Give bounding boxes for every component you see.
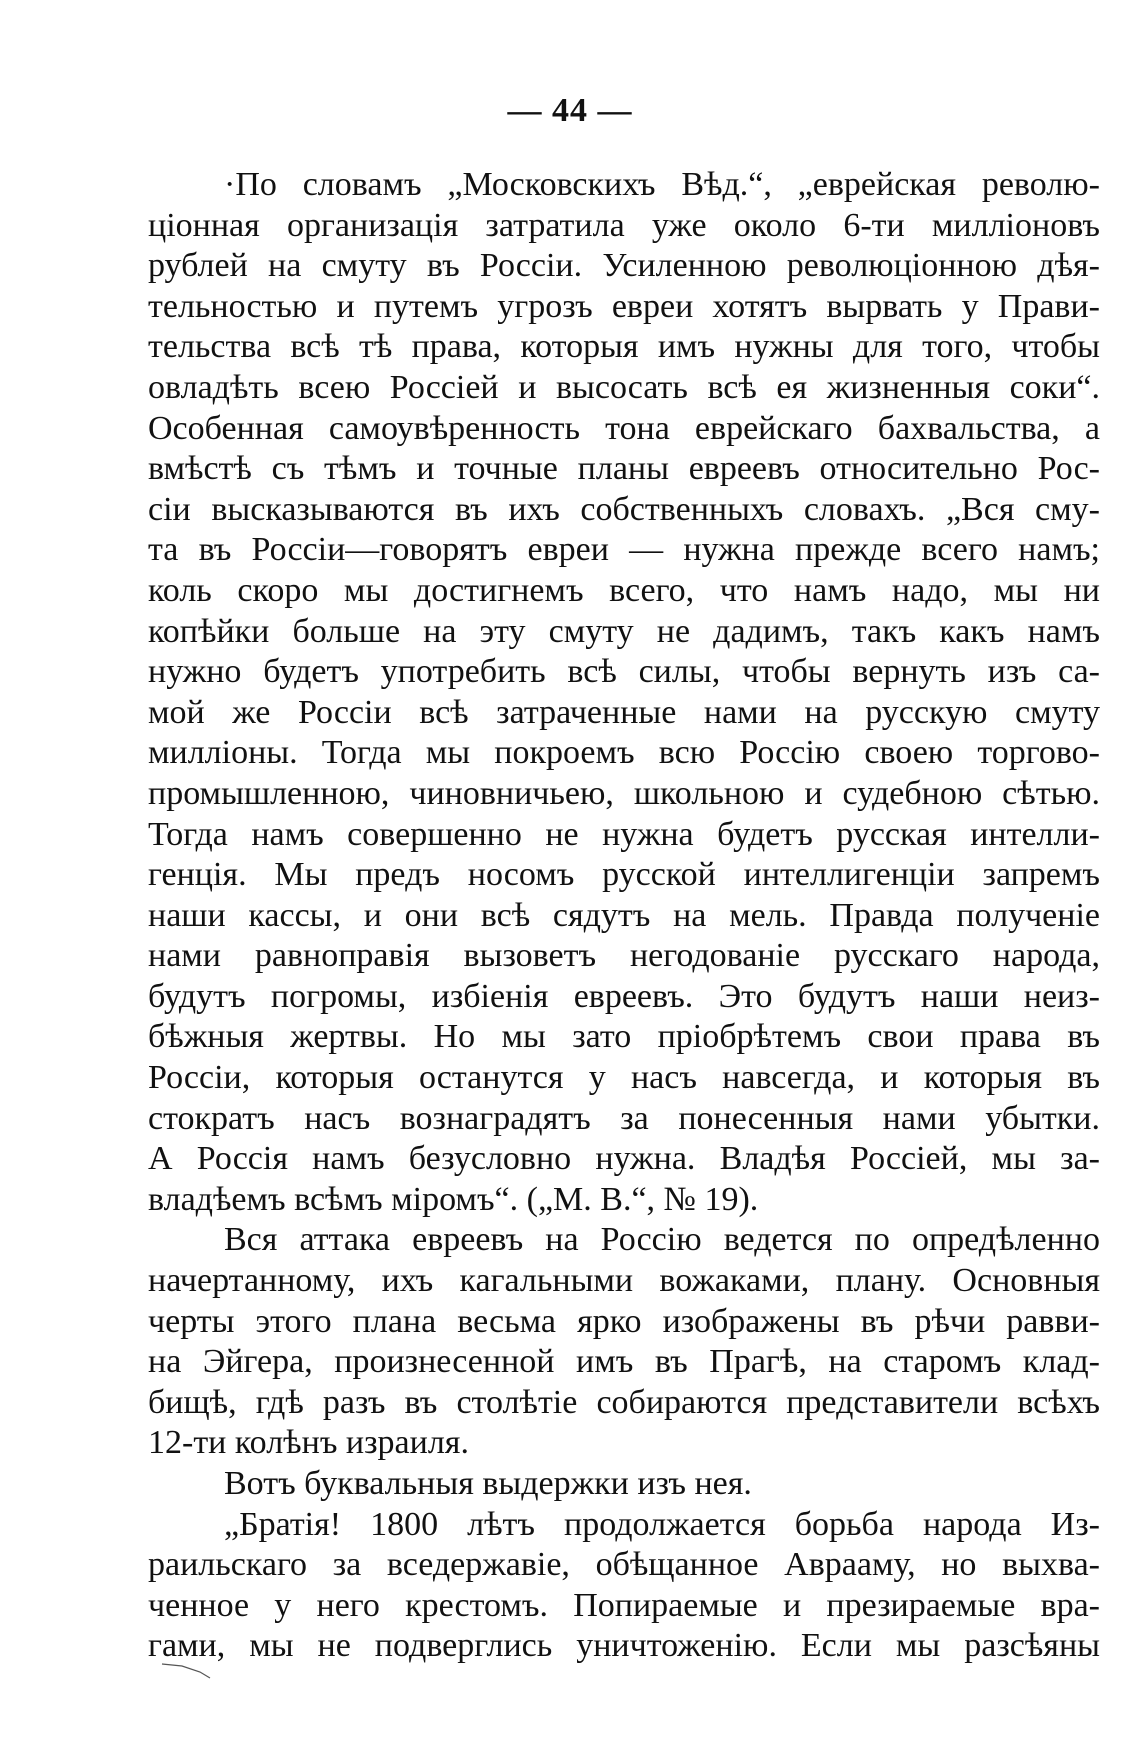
text-line: раильскаго за вседержавіе, обѣщанное Аврааму, но выхва- [148,1546,1100,1584]
text-line: стократъ насъ вознаградятъ за понесенныя нами убытки. [148,1099,1100,1137]
text-line: „Братія! 1800 лѣтъ продолжается борьба народа Из- [224,1505,1100,1543]
scan-artifact-mark [160,1660,220,1680]
text-line: начертанному, ихъ кагальными вожаками, плану. Основныя [148,1262,1100,1300]
text-line: ·По словамъ „Московскихъ Вѣд.“, „еврейская револю- [224,166,1100,203]
text-line: наши кассы, и они всѣ сядутъ на мель. Правда полученіе [148,896,1100,934]
text-line: гами, мы не подверглись уничтоженію. Если мы разсѣяны [148,1627,1100,1665]
text-line: будутъ погромы, избіенія евреевъ. Это будутъ наши неиз- [148,977,1100,1015]
text-line: генція. Мы предъ носомъ русской интеллигенціи запремъ [148,856,1100,894]
text-line: на Эйгера, произнесенной имъ въ Прагѣ, на старомъ клад- [148,1343,1100,1381]
body-text [148,165,1100,1667]
text-line: тельства всѣ тѣ права, которыя имъ нужны для того, чтобы [148,328,1100,366]
text-line: владѣемъ всѣмъ міромъ“. („М. В.“, № 19). [148,1180,759,1218]
text-line: тельностью и путемъ угрозъ евреи хотятъ вырвать у Прави- [148,287,1100,325]
text-line: милліоны. Тогда мы покроемъ всю Россію своею торгово- [148,734,1100,772]
text-line: нами равноправія вызоветъ негодованіе русскаго народа, [148,937,1100,975]
text-line: бѣжныя жертвы. Но мы зато пріобрѣтемъ свои права въ [148,1018,1100,1056]
text-line: сіи высказываются въ ихъ собственныхъ словахъ. „Вся сму- [148,490,1100,528]
text-line: А Россія намъ безусловно нужна. Владѣя Россіей, мы за- [148,1140,1100,1178]
text-line: коль скоро мы достигнемъ всего, что намъ надо, мы ни [148,571,1100,609]
text-line: овладѣть всею Россіей и высосать всѣ ея жизненныя соки“. [148,368,1100,406]
text-line: копѣйки больше на эту смуту не дадимъ, такъ какъ намъ [148,612,1100,650]
text-line: 12-ти колѣнъ израиля. [148,1424,469,1462]
text-line: Особенная самоувѣренность тона еврейскаго бахвальства, а [148,409,1100,447]
text-line: рублей на смуту въ Россіи. Усиленною революціонною дѣя- [148,247,1100,285]
text-line: вмѣстѣ съ тѣмъ и точные планы евреевъ относительно Рос- [148,450,1100,488]
page-number: — 44 — [507,92,633,129]
text-line: Тогда намъ совершенно не нужна будетъ русская интелли- [148,815,1100,853]
text-line: мой же Россіи всѣ затраченные нами на русскую смуту [148,693,1100,731]
text-line: та въ Россіи—говорятъ евреи — нужна прежде всего намъ; [148,531,1100,569]
text-line: нужно будетъ употребить всѣ силы, чтобы вернуть изъ са- [148,653,1100,691]
text-line: Россіи, которыя останутся у насъ навсегда, и которыя въ [148,1059,1100,1097]
text-line: черты этого плана весьма ярко изображены въ рѣчи равви- [148,1302,1100,1340]
text-line: Вотъ буквальныя выдержки изъ нея. [224,1465,752,1502]
text-line: ціонная организація затратила уже около 6-ти милліоновъ [148,206,1100,244]
text-line: ченное у него крестомъ. Попираемые и презираемые вра- [148,1586,1100,1624]
text-line: бищѣ, гдѣ разъ въ столѣтіе собираются представители всѣхъ [148,1383,1100,1421]
text-line: промышленною, чиновничьею, школьною и судебною сѣтью. [148,774,1100,812]
text-line: Вся аттака евреевъ на Россію ведется по опредѣленно [224,1221,1100,1259]
